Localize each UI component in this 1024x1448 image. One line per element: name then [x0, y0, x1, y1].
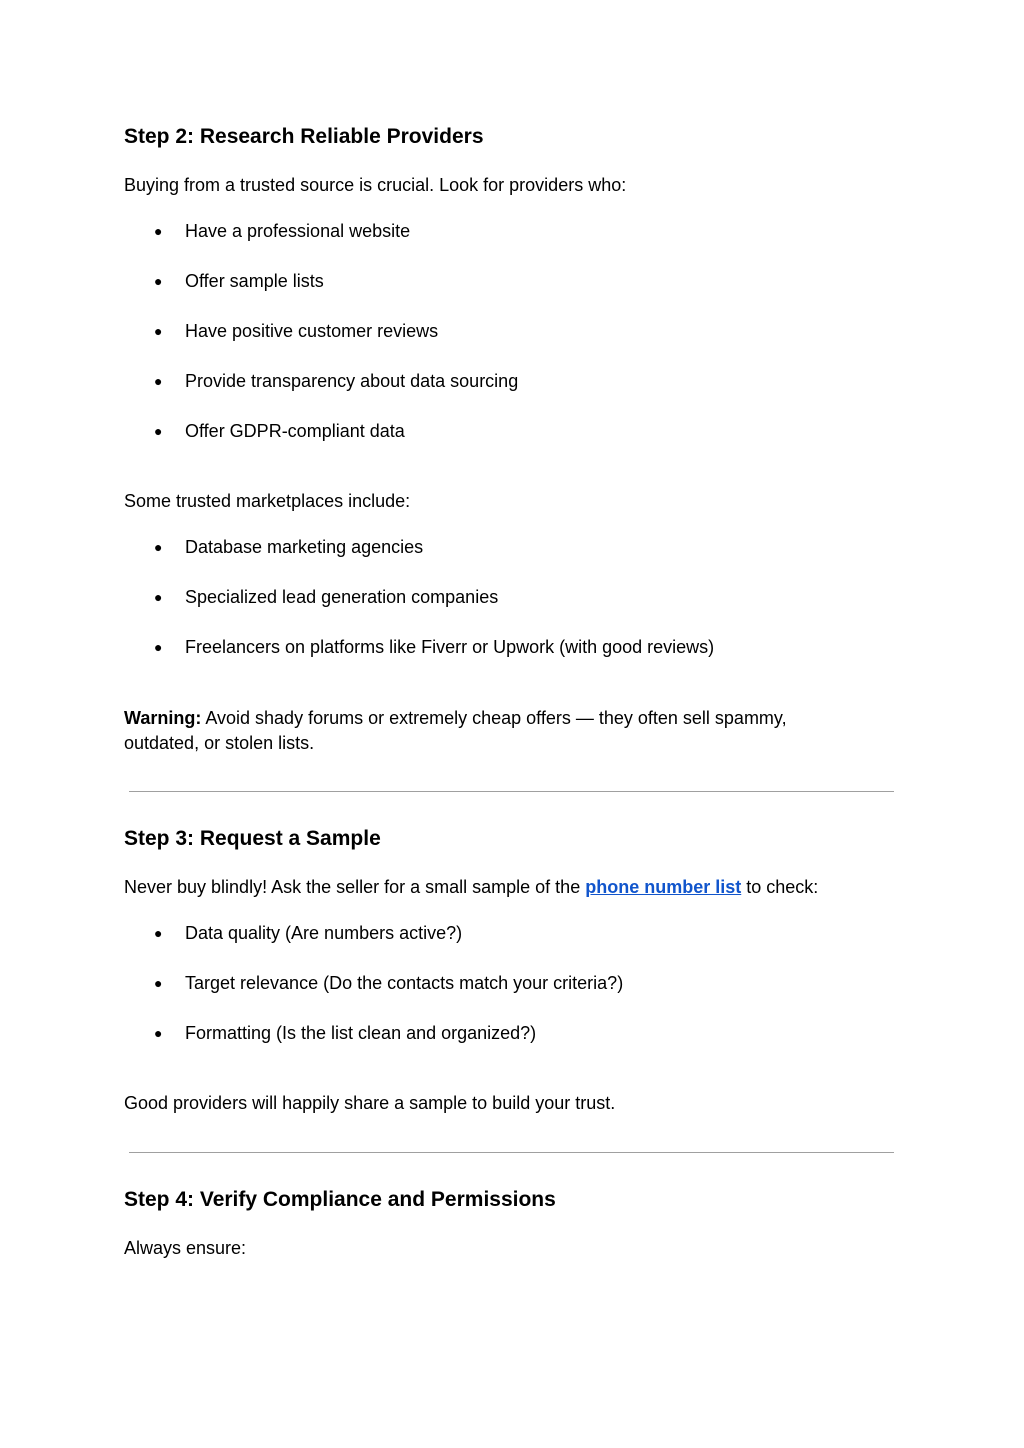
warning-paragraph	[124, 706, 844, 756]
warning-label: Warning:	[124, 708, 202, 728]
step3-intro-after: to check:	[741, 877, 819, 897]
bullet-icon: ●	[154, 975, 163, 991]
list-item-text: Offer GDPR-compliant data	[185, 421, 405, 441]
list-item	[154, 319, 438, 344]
list-item	[154, 219, 410, 244]
step4-heading: Step 4: Verify Compliance and Permissions	[124, 1188, 556, 1211]
bullet-icon: ●	[154, 925, 163, 941]
list-item-text: Specialized lead generation companies	[185, 587, 499, 607]
list-item-text: Have positive customer reviews	[185, 321, 439, 341]
list-item-text: Formatting (Is the list clean and organized?)	[185, 1023, 537, 1043]
list-item	[154, 585, 498, 610]
phone-number-list-link[interactable]: phone number list	[585, 877, 742, 897]
list-item	[154, 635, 714, 660]
list-item-text: Database marketing agencies	[185, 537, 424, 557]
warning-text: Avoid shady forums or extremely cheap offers — they often sell spammy, outdated, or stolen lists.	[124, 708, 787, 753]
list-item-text: Provide transparency about data sourcing	[185, 371, 519, 391]
step3-intro-before: Never buy blindly! Ask the seller for a small sample of the	[124, 877, 586, 897]
bullet-icon: ●	[154, 323, 163, 339]
step2-heading: Step 2: Research Reliable Providers	[124, 125, 484, 148]
step3-intro	[124, 875, 818, 900]
bullet-icon: ●	[154, 639, 163, 655]
bullet-icon: ●	[154, 589, 163, 605]
section-divider	[129, 791, 894, 792]
step4-intro: Always ensure:	[124, 1238, 247, 1258]
list-item-text: Target relevance (Do the contacts match your criteria?)	[185, 973, 624, 993]
list-item	[154, 921, 462, 946]
list-item	[154, 535, 423, 560]
list-item-text: Freelancers on platforms like Fiverr or Upwork (with good reviews)	[185, 637, 715, 657]
list-item	[154, 269, 324, 294]
bullet-icon: ●	[154, 373, 163, 389]
step2-intro: Buying from a trusted source is crucial. Look for providers who:	[124, 175, 627, 195]
list-item-text: Offer sample lists	[185, 271, 324, 291]
bullet-icon: ●	[154, 223, 163, 239]
bullet-icon: ●	[154, 539, 163, 555]
bullet-icon: ●	[154, 423, 163, 439]
list-item	[154, 419, 405, 444]
list-item	[154, 369, 518, 394]
list-item-text: Data quality (Are numbers active?)	[185, 923, 463, 943]
step3-closing: Good providers will happily share a sample to build your trust.	[124, 1093, 616, 1113]
step3-heading: Step 3: Request a Sample	[124, 827, 381, 850]
marketplaces-intro: Some trusted marketplaces include:	[124, 491, 411, 511]
list-item-text: Have a professional website	[185, 221, 411, 241]
list-item	[154, 1021, 536, 1046]
bullet-icon: ●	[154, 273, 163, 289]
section-divider	[129, 1152, 894, 1153]
bullet-icon: ●	[154, 1025, 163, 1041]
list-item	[154, 971, 623, 996]
